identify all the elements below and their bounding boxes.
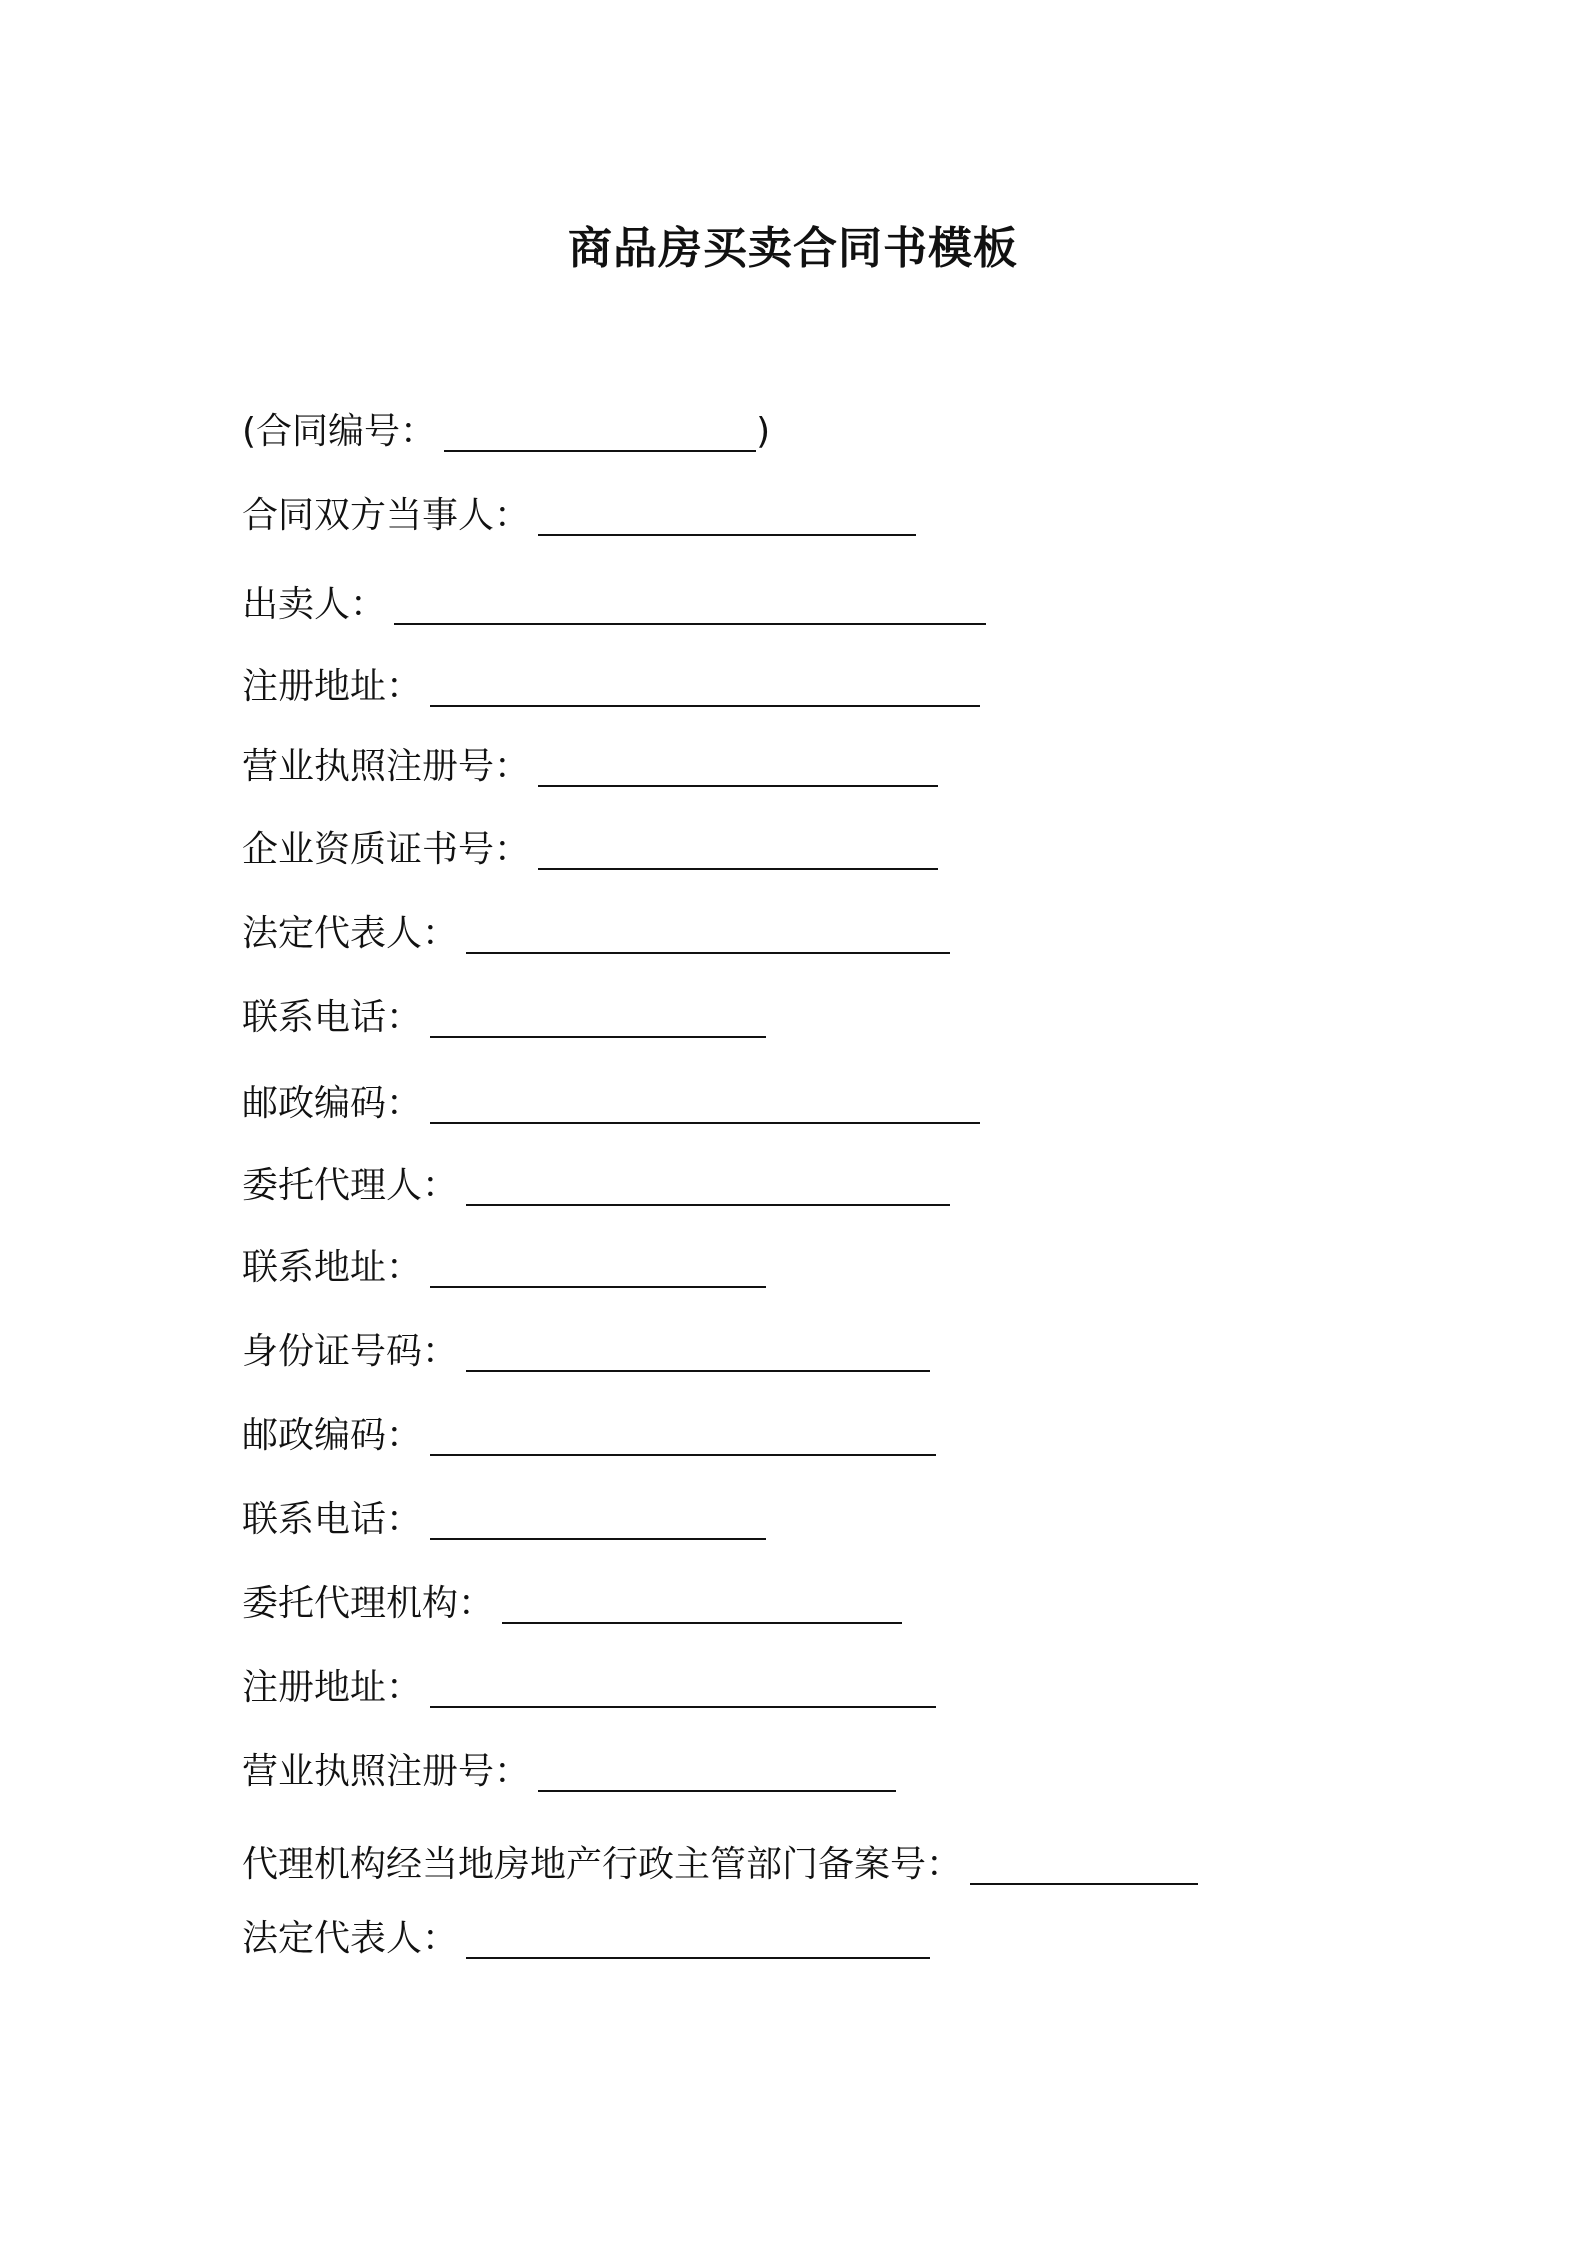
seller-address-line	[242, 665, 980, 709]
seller-license-line	[242, 745, 938, 789]
seller-postcode-line	[242, 1082, 980, 1126]
open-paren: (	[242, 411, 257, 452]
agent-phone-blank[interactable]	[430, 1508, 766, 1540]
field-label: 联系电话：	[242, 997, 423, 1038]
agent-address-line	[242, 1246, 766, 1290]
id-number-blank[interactable]	[466, 1340, 930, 1372]
agency-legal-rep-blank[interactable]	[466, 1927, 930, 1959]
agent-line	[242, 1164, 950, 1208]
document-title: 商品房买卖合同书模板	[568, 223, 1018, 274]
field-label: 企业资质证书号：	[242, 829, 531, 870]
field-label: 合同双方当事人：	[242, 495, 531, 536]
agency-legal-rep-line	[242, 1917, 930, 1961]
field-label: 法定代表人：	[242, 1918, 459, 1959]
agency-address-line	[242, 1666, 936, 1710]
seller-phone-blank[interactable]	[430, 1006, 766, 1038]
seller-license-blank[interactable]	[538, 755, 938, 787]
seller-address-blank[interactable]	[430, 675, 980, 707]
agent-phone-line	[242, 1498, 766, 1542]
field-label: 营业执照注册号：	[242, 1751, 531, 1792]
agency-blank[interactable]	[502, 1592, 902, 1624]
field-label: 注册地址：	[242, 1667, 423, 1708]
field-label: 联系电话：	[242, 1499, 423, 1540]
contract-number-line	[242, 410, 770, 454]
agency-filing-line	[242, 1843, 1198, 1887]
seller-line	[242, 583, 986, 627]
legal-rep-blank[interactable]	[466, 922, 950, 954]
agent-postcode-blank[interactable]	[430, 1424, 936, 1456]
qualification-line	[242, 828, 938, 872]
field-label: 出卖人：	[242, 584, 387, 625]
field-label: 委托代理机构：	[242, 1583, 495, 1624]
field-label: 联系地址：	[242, 1247, 423, 1288]
field-label: 邮政编码：	[242, 1083, 423, 1124]
field-label: 注册地址：	[242, 666, 423, 707]
qualification-blank[interactable]	[538, 838, 938, 870]
agency-filing-blank[interactable]	[970, 1853, 1198, 1885]
parties-line	[242, 494, 916, 538]
seller-blank[interactable]	[394, 593, 986, 625]
legal-rep-line	[242, 912, 950, 956]
agency-license-line	[242, 1750, 896, 1794]
agency-address-blank[interactable]	[430, 1676, 936, 1708]
agent-blank[interactable]	[466, 1174, 950, 1206]
field-label: 代理机构经当地房地产行政主管部门备案号：	[242, 1844, 963, 1885]
parties-blank[interactable]	[538, 504, 916, 536]
contract-number-label: 合同编号：	[256, 411, 437, 452]
field-label: 法定代表人：	[242, 913, 459, 954]
field-label: 委托代理人：	[242, 1165, 459, 1206]
field-label: 身份证号码：	[242, 1331, 459, 1372]
id-number-line	[242, 1330, 930, 1374]
close-paren: )	[756, 411, 771, 452]
agent-address-blank[interactable]	[430, 1256, 766, 1288]
agent-postcode-line	[242, 1414, 936, 1458]
agency-license-blank[interactable]	[538, 1760, 896, 1792]
contract-number-blank[interactable]	[444, 420, 756, 452]
field-label: 邮政编码：	[242, 1415, 423, 1456]
seller-phone-line	[242, 996, 766, 1040]
agency-line	[242, 1582, 902, 1626]
seller-postcode-blank[interactable]	[430, 1092, 980, 1124]
field-label: 营业执照注册号：	[242, 746, 531, 787]
